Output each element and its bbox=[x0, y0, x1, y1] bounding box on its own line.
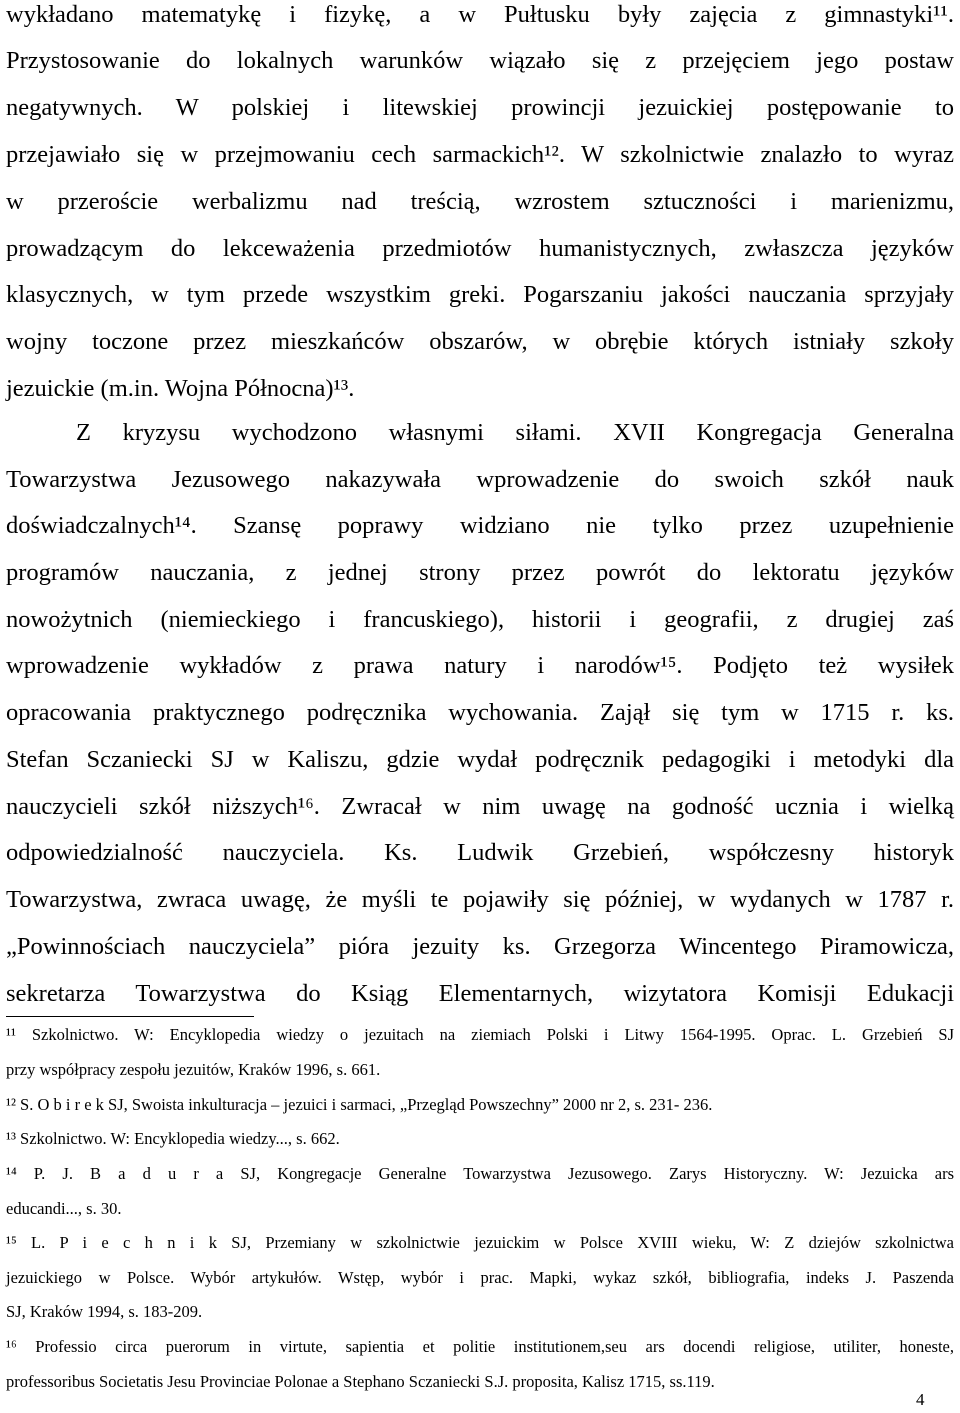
text-line: negatywnych. W polskiej i litewskiej prowincji jezuickiej postępowanie to bbox=[6, 94, 954, 121]
text-line: sekretarza Towarzystwa do Ksiąg Elementarnych, wizytatora Komisji Edukacji bbox=[6, 980, 954, 1007]
page-number: 4 bbox=[916, 1390, 925, 1409]
text-line: wprowadzenie wykładów z prawa natury i narodów¹⁵. Podjęto też wysiłek bbox=[6, 652, 954, 679]
text-line: Towarzystwa, zwraca uwagę, że myśli te pojawiły się później, w wydanych w 1787 r. bbox=[6, 886, 954, 913]
footnote-15-line: SJ, Kraków 1994, s. 183-209. bbox=[6, 1302, 203, 1321]
text-line: przejawiało się w przejmowaniu cech sarmackich¹². W szkolnictwie znalazło to wyraz bbox=[6, 141, 954, 168]
footnote-16-line: professoribus Societatis Jesu Provinciae Polonae a Stephano Sczaniecki S.J. proposita, Kalisz 1715, ss.119. bbox=[6, 1372, 715, 1391]
footnote-separator bbox=[6, 1016, 254, 1017]
text-line: nowożytnich (niemieckiego i francuskiego), historii i geografii, z drugiej zaś bbox=[6, 606, 954, 633]
text-line: nauczycieli szkół niższych¹⁶. Zwracał w nim uwagę na godność ucznia i wielką bbox=[6, 793, 954, 820]
footnote-15-line: ¹⁵ L. P i e c h n i k SJ, Przemiany w szkolnictwie jezuickim w Polsce XVIII wieku, W: Z dziejów szkolnictwa bbox=[6, 1233, 954, 1252]
footnote-11-line: przy współpracy zespołu jezuitów, Kraków 1996, s. 661. bbox=[6, 1060, 381, 1079]
text-line: jezuickie (m.in. Wojna Północna)¹³. bbox=[6, 375, 355, 402]
text-line: opracowania praktycznego podręcznika wychowania. Zajął się tym w 1715 r. ks. bbox=[6, 699, 954, 726]
footnote-16-line: ¹⁶ Professio circa puerorum in virtute, sapientia et politie institutionem,seu ars docendi religiose, utiliter, honeste, bbox=[6, 1337, 954, 1356]
text-line: Z kryzysu wychodzono własnymi siłami. XVII Kongregacja Generalna bbox=[76, 419, 954, 446]
text-line: w przeroście werbalizmu nad treścią, wzrostem sztuczności i marienizmu, bbox=[6, 188, 954, 215]
text-line: „Powinnościach nauczyciela” pióra jezuity ks. Grzegorza Wincentego Piramowicza, bbox=[6, 933, 954, 960]
footnote-11-line: ¹¹ Szkolnictwo. W: Encyklopedia wiedzy o jezuitach na ziemiach Polski i Litwy 1564-1995. Oprac. L. Grzebień SJ bbox=[6, 1025, 954, 1044]
footnote-14-line: educandi..., s. 30. bbox=[6, 1199, 122, 1218]
text-line: wykładano matematykę i fizykę, a w Pułtusku były zajęcia z gimnastyki¹¹. bbox=[6, 1, 954, 28]
text-line: programów nauczania, z jednej strony przez powrót do lektoratu języków bbox=[6, 559, 954, 586]
text-line: klasycznych, w tym przede wszystkim greki. Pogarszaniu jakości nauczania sprzyjały bbox=[6, 281, 954, 308]
footnote-15-line: jezuickiego w Polsce. Wybór artykułów. Wstęp, wybór i prac. Mapki, wykaz szkół, bibliografia, indeks J. Paszenda bbox=[6, 1268, 954, 1287]
text-line: Stefan Sczaniecki SJ w Kaliszu, gdzie wydał podręcznik pedagogiki i metodyki dla bbox=[6, 746, 954, 773]
footnote-13-line: ¹³ Szkolnictwo. W: Encyklopedia wiedzy..., s. 662. bbox=[6, 1129, 340, 1148]
text-line: prowadzącym do lekceważenia przedmiotów humanistycznych, zwłaszcza języków bbox=[6, 235, 954, 262]
footnote-14-line: ¹⁴ P. J. B a d u r a SJ, Kongregacje Generalne Towarzystwa Jezusowego. Zarys Historyczny. W: Jezuicka ars bbox=[6, 1164, 954, 1183]
text-line: Towarzystwa Jezusowego nakazywała wprowadzenie do swoich szkół nauk bbox=[6, 466, 954, 493]
text-line: odpowiedzialność nauczyciela. Ks. Ludwik Grzebień, współczesny historyk bbox=[6, 839, 954, 866]
text-line: wojny toczone przez mieszkańców obszarów, w obrębie których istniały szkoły bbox=[6, 328, 954, 355]
text-line: doświadczalnych¹⁴. Szansę poprawy widziano nie tylko przez uzupełnienie bbox=[6, 512, 954, 539]
footnote-12-line: ¹² S. O b i r e k SJ, Swoista inkulturacja – jezuici i sarmaci, „Przegląd Powszechny” 2000 nr 2, s. 231- 236. bbox=[6, 1095, 713, 1114]
text-line: Przystosowanie do lokalnych warunków wiązało się z przejęciem jego postaw bbox=[6, 47, 954, 74]
